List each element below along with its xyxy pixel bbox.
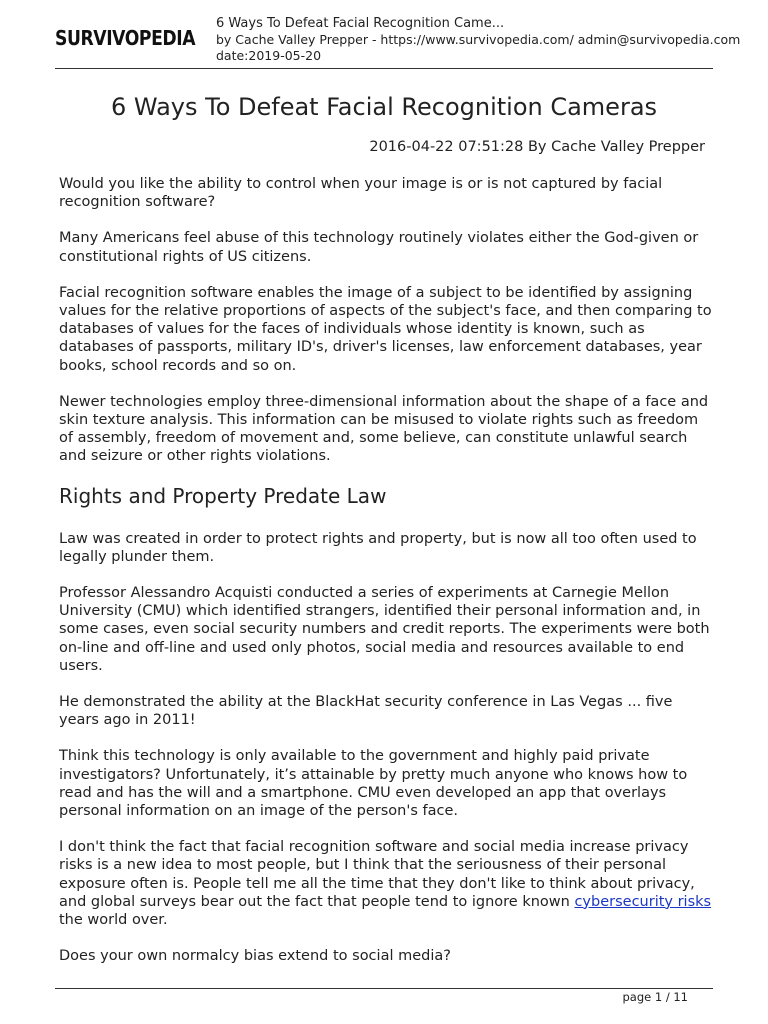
paragraph: Does your own normalcy bias extend to social media? <box>59 948 451 965</box>
paragraph-text: I don't think the fact that facial recognition software and social media increase privacy risks is a new idea to most people, but I think that the seriousness of their personal exposure often is. People tell me all the time that they don't like to think about privacy, and global surveys bear out the fact that people tend to ignore known <box>59 839 695 910</box>
survivopedia-logo: SURVIVOPEDIA <box>55 26 196 50</box>
paragraph: Facial recognition software enables the image of a subject to be identified by assigning values for the relative proportions of aspects of the subject's face, and then comparing to databases of values for the faces of individuals whose identity is known, such as databases of passports, military ID's, driver's licenses, law enforcement databases, year books, school records and so on. <box>59 284 712 374</box>
paragraph: Think this technology is only available to the government and highly paid private investigators? Unfortunately, it’s attainable by pretty much anyone who knows how to read and has the will and a smartphone. CMU even developed an app that overlays personal information on an image of the person's face. <box>59 748 688 820</box>
header-author-line: by Cache Valley Prepper - https://www.survivopedia.com/ admin@survivopedia.com <box>216 32 741 47</box>
paragraph-text: the world over. <box>59 912 168 929</box>
section-heading: Rights and Property Predate Law <box>59 483 387 508</box>
paragraph: He demonstrated the ability at the BlackHat security conference in Las Vegas ... five years ago in 2011! <box>59 694 673 729</box>
header-date: date:2019-05-20 <box>216 48 322 63</box>
article-title: 6 Ways To Defeat Facial Recognition Cameras <box>110 93 658 121</box>
header-doc-title: 6 Ways To Defeat Facial Recognition Came... <box>216 16 505 31</box>
page-number: page 1 / 11 <box>622 990 688 1004</box>
paragraph: Professor Alessandro Acquisti conducted a series of experiments at Carnegie Mellon University (CMU) which identified strangers, identified their personal information and, in some cases, even social security numbers and credit reports. The experiments were both on-line and off-line and used only photos, social media and resources available to end users. <box>59 585 710 674</box>
header-meta <box>216 16 741 64</box>
paragraph <box>59 838 714 929</box>
article-byline: 2016-04-22 07:51:28 By Cache Valley Prepper <box>369 139 705 155</box>
footer-divider <box>55 988 713 989</box>
page-header <box>55 14 741 69</box>
article-body <box>59 175 714 984</box>
paragraph: Would you like the ability to control when your image is or is not captured by facial recognition software? <box>59 176 663 211</box>
paragraph: Law was created in order to protect rights and property, but is now all too often used to legally plunder them. <box>59 530 697 565</box>
paragraph: Many Americans feel abuse of this technology routinely violates either the God-given or constitutional rights of US citizens. <box>59 230 699 265</box>
paragraph: Newer technologies employ three-dimensional information about the shape of a face and skin texture analysis. This information can be misused to violate rights such as freedom of assembly, freedom of movement and, some believe, can constitute unlawful search and seizure or other rights violations. <box>59 393 709 465</box>
cybersecurity-risks-link[interactable]: cybersecurity risks <box>574 893 712 910</box>
